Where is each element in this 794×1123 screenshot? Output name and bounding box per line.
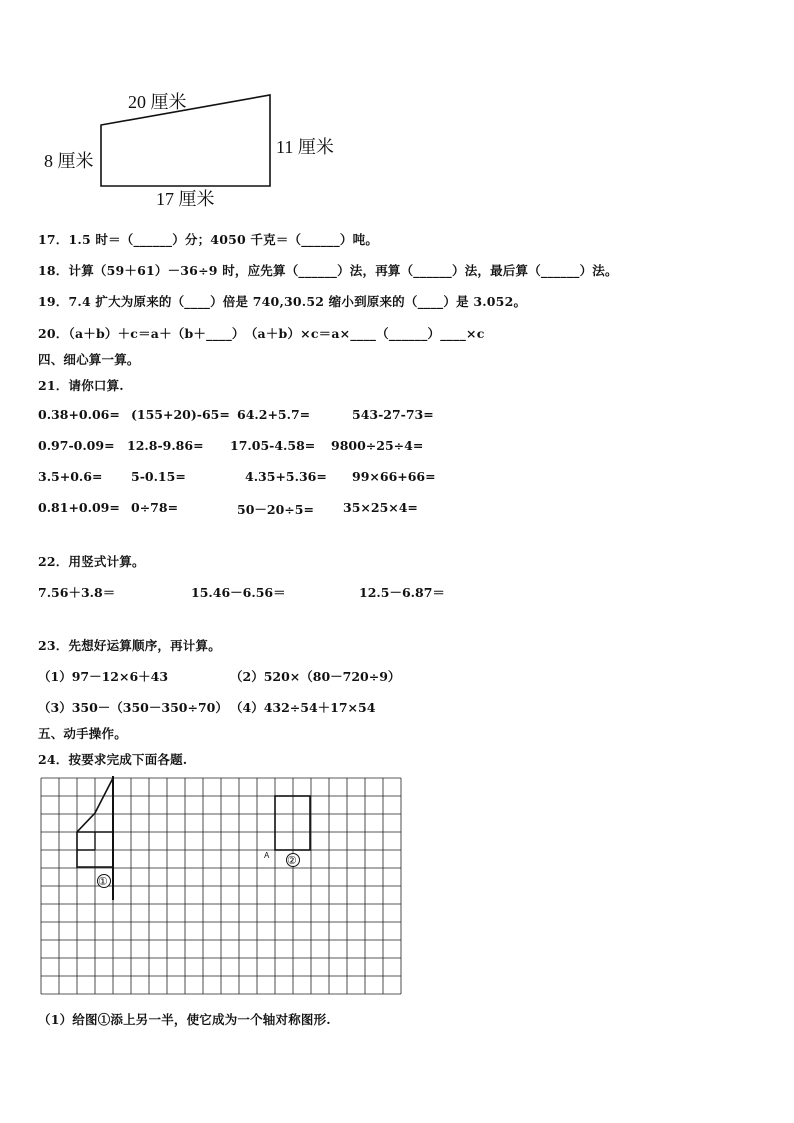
question-24-title: 24．按要求完成下面各题. xyxy=(38,752,188,767)
calc-item: 543-27-73= xyxy=(352,407,434,422)
calc-item: 0.38+0.06= xyxy=(38,407,120,422)
calc-item: 99×66+66= xyxy=(352,469,436,484)
calc-item: 35×25×4= xyxy=(343,500,418,515)
question-20: 20．（a＋b）＋c＝a＋（b＋____） （a＋b）×c＝a×____（______）____×c xyxy=(38,326,485,341)
calc-item: (155+20)-65= xyxy=(131,407,230,422)
question-18: 18．计算（59＋61）－36÷9 时，应先算（______）法，再算（______）法，最后算（______）法。 xyxy=(38,263,618,278)
grid-lines xyxy=(41,778,401,994)
point-a-label: A xyxy=(264,851,270,860)
order-calc-item: （4）432÷54＋17×54 xyxy=(230,700,376,715)
order-calc-item: （1）97－12×6＋43 xyxy=(38,669,169,684)
order-calc-item: （2）520×（80－720÷9） xyxy=(230,669,401,684)
calc-item: 9800÷25÷4= xyxy=(331,438,424,453)
question-17: 17．1.5 时＝（______）分；4050 千克＝（______）吨。 xyxy=(38,232,379,247)
calc-item: 17.05-4.58= xyxy=(230,438,316,453)
question-24-sub-1: （1）给图①添上另一半，使它成为一个轴对称图形. xyxy=(38,1012,331,1027)
shape-2-rectangle xyxy=(275,796,310,850)
shape-2-label: ② xyxy=(287,855,297,867)
vertical-calc-item: 15.46－6.56＝ xyxy=(191,585,286,600)
right-side-label: 11 厘米 xyxy=(276,137,334,157)
calc-item: 0÷78= xyxy=(131,500,179,515)
calc-item: 0.81+0.09= xyxy=(38,500,120,515)
calc-item: 50－20÷5= xyxy=(237,502,314,517)
bottom-side-label: 17 厘米 xyxy=(156,189,215,209)
question-19: 19．7.4 扩大为原来的（____）倍是 740,30.52 缩小到原来的（____）是 3.052。 xyxy=(38,294,527,309)
calc-item: 4.35+5.36= xyxy=(245,469,327,484)
order-calc-item: （3）350－（350－350÷70） xyxy=(38,700,228,715)
left-side-label: 8 厘米 xyxy=(44,151,94,171)
section-5-heading: 五、动手操作。 xyxy=(38,726,127,741)
calc-item: 64.2+5.7= xyxy=(237,407,311,422)
vertical-calc-item: 12.5－6.87＝ xyxy=(359,585,445,600)
shape-1-label: ① xyxy=(98,876,108,888)
calc-item: 12.8-9.86= xyxy=(127,438,204,453)
calc-item: 0.97-0.09= xyxy=(38,438,115,453)
question-21-title: 21．请你口算. xyxy=(38,378,124,393)
section-4-heading: 四、细心算一算。 xyxy=(38,352,140,367)
question-23-title: 23．先想好运算顺序，再计算。 xyxy=(38,638,221,653)
square-grid xyxy=(0,770,420,1000)
calc-item: 5-0.15= xyxy=(131,469,186,484)
trapezoid-figure xyxy=(0,80,400,215)
calc-item: 3.5+0.6= xyxy=(38,469,103,484)
question-22-title: 22．用竖式计算。 xyxy=(38,554,145,569)
top-side-label: 20 厘米 xyxy=(128,92,187,112)
vertical-calc-item: 7.56＋3.8＝ xyxy=(38,585,116,600)
